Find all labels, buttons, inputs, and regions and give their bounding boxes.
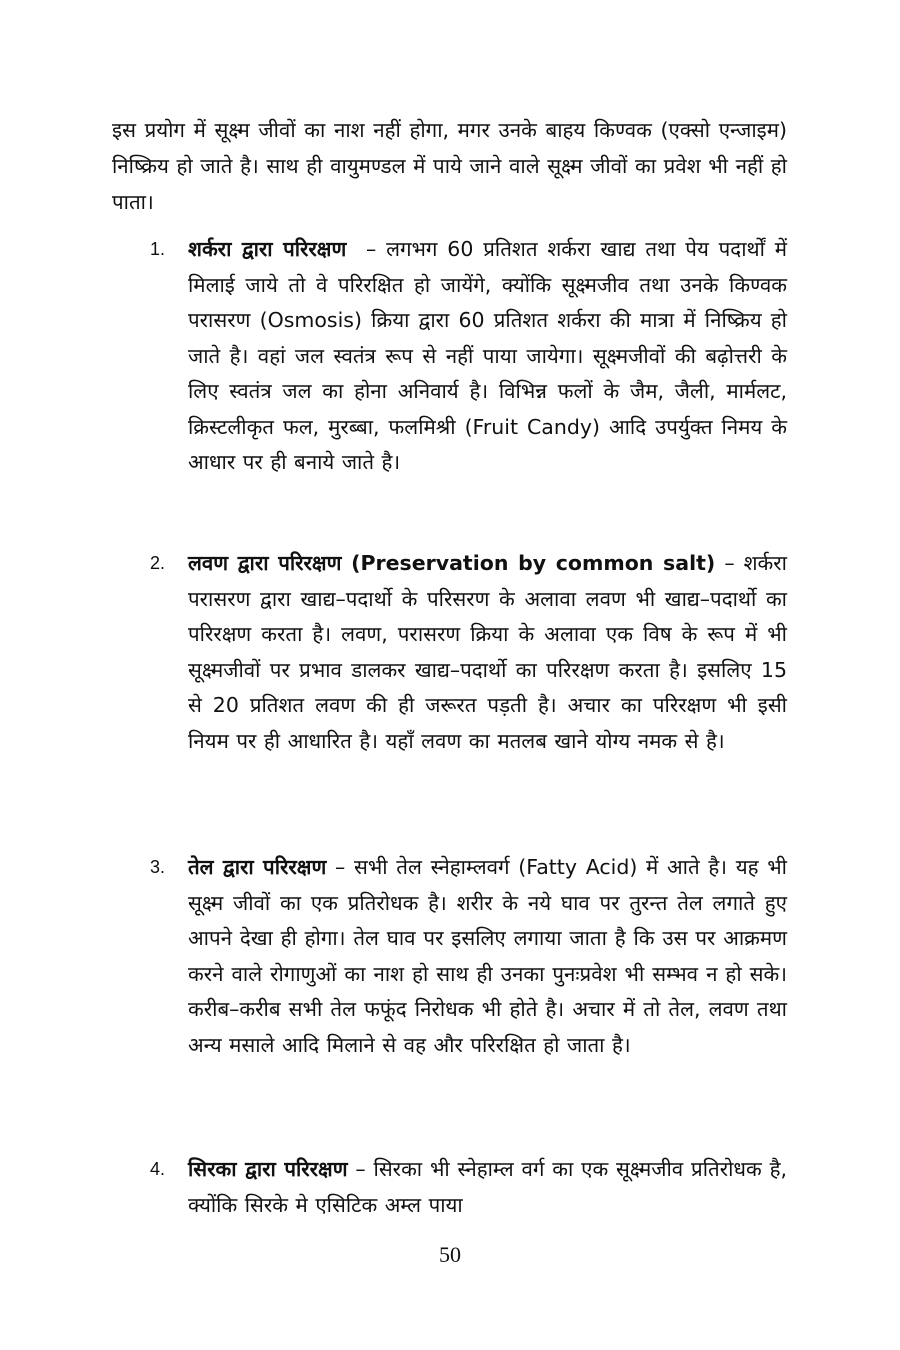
english-heading: (Preservation by common salt) [341, 551, 716, 575]
list-item-text: में आते है। यह भी सूक्ष्म जीवों का एक प्रतिरोधक है। शरीर के नये घाव पर तुरन्त तेल लगाते हुए आपने देखा ही होगा। तेल घाव पर इसलिए लगाया जाता है कि उस पर आक्रमण करने वाले रोगाणुओं का नाश हो साथ ही उनका पुनःप्रवेश भी सम्भव न हो सके। करीब–करीब सभी तेल फफूंद निरोधक भी होते है। अचार में तो तेल, लवण तथा अन्य मसाले आदि मिलाने से वह और परिरक्षित हो जाता है। [188, 855, 787, 1057]
list-item-number: 4. [150, 1159, 166, 1179]
list-item-heading: शर्करा द्वारा परिरक्षण [188, 237, 347, 261]
list-item-number: 3. [150, 857, 166, 877]
list-item-body [188, 232, 795, 481]
list-item-text: आदि उपर्युक्त निमय के आधार पर ही बनाये जाते है। [188, 414, 788, 474]
english-term: (Fatty Acid) [518, 855, 638, 879]
intro-paragraph: इस प्रयोग में सूक्ष्म जीवों का नाश नहीं होगा, मगर उनके बाहय किण्वक (एक्सो एन्जाइम) निष्क्रिय हो जाते है। साथ ही वायुमण्डल में पाये जाने वाले सूक्ष्म जीवों का प्रवेश भी नहीं हो पाता। [112, 118, 787, 214]
page-number: 50 [439, 1242, 461, 1267]
list-item-body [188, 850, 787, 1063]
list-item-heading: लवण द्वारा परिरक्षण [188, 551, 342, 575]
list-item-text: – लगभग 60 प्रतिशत शर्करा खाद्य तथा पेय पदार्थों में मिलाई जाये तो वे परिरक्षित हो जायेंगे, क्योंकि सूक्ष्मजीव तथा उनके किण्वक परासरण [188, 237, 795, 332]
english-term: (Fruit Candy) [464, 414, 600, 439]
english-term: (Osmosis) [259, 308, 362, 332]
list-item-text: – सिरका भी स्नेहाम्ल वर्ग का एक सूक्ष्मजीव प्रतिरोधक है, क्योंकि सिरके मे एसिटिक अम्ल पाया [188, 1157, 787, 1217]
list-item-heading: सिरका द्वारा परिरक्षण [188, 1157, 348, 1181]
list-item-number: 1. [150, 239, 166, 259]
list-item [150, 850, 787, 1063]
list-item [150, 546, 787, 759]
list-item-body [188, 1152, 787, 1223]
list-item [150, 232, 795, 481]
list-item [150, 1152, 787, 1223]
list-item-body [188, 546, 787, 759]
list-item-text: – सभी तेल स्नेहाम्लवर्ग [326, 855, 519, 879]
list-item-number: 2. [150, 553, 166, 573]
list-item-text: क्रिया द्वारा 60 प्रतिशत शर्करा की मात्रा में निष्क्रिय हो जाते है। वहां जल स्वतंत्र रूप से नहीं पाया जायेगा। सूक्ष्मजीवों की बढ़ोत्तरी के लिए स्वतंत्र जल का होना अनिवार्य है। विभिन्न फलों के जैम, जैली, मार्मलट, क्रिस्टलीकृत फल, मुरब्बा, फलमिश्री [188, 308, 787, 439]
list-item-text: – शर्करा परासरण द्वारा खाद्य–पदार्थो के परिसरण के अलावा लवण भी खाद्य–पदार्थो का परिरक्षण करता है। लवण, परासरण क्रिया के अलावा एक विष के रूप में भी सूक्ष्मजीवों पर प्रभाव डालकर खाद्य–पदार्थो का परिरक्षण करता है। इसलिए 15 से 20 प्रतिशत लवण की ही जरूरत पड़ती है। अचार का परिरक्षण भी इसी नियम पर ही आधारित है। यहाँ लवण का मतलब खाने योग्य नमक से है। [188, 551, 787, 753]
list-item-heading: तेल द्वारा परिरक्षण [188, 855, 327, 879]
